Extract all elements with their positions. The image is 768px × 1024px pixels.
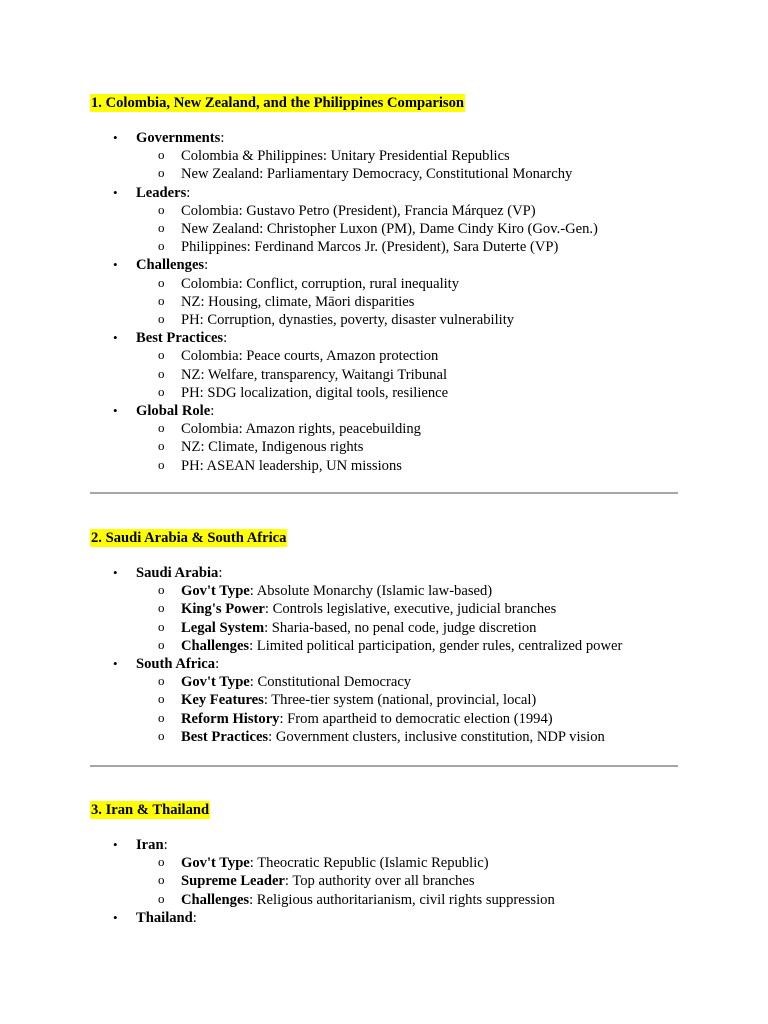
sub-item-line bbox=[181, 892, 555, 908]
sub-item-text: NZ: Housing, climate, Māori disparities bbox=[181, 293, 415, 310]
sub-item-text: Philippines: Ferdinand Marcos Jr. (President), Sara Duterte (VP) bbox=[181, 239, 559, 256]
circle-bullet-icon: o bbox=[158, 618, 165, 634]
item-label: Thailand bbox=[136, 909, 193, 926]
circle-bullet-icon: o bbox=[158, 872, 165, 888]
bullet-icon: • bbox=[113, 330, 118, 346]
circle-bullet-icon: o bbox=[158, 201, 165, 217]
sub-item-line bbox=[181, 674, 411, 690]
sub-list-item bbox=[90, 872, 680, 890]
sub-list-item bbox=[90, 600, 680, 618]
list-item: • Best Practices: o Colombia: Peace courts, Amazon protection o NZ: Welfare, transparency, Waitangi Tribunal o PH: SDG localization, digital tools, resilience bbox=[90, 329, 680, 402]
sub-list bbox=[90, 854, 680, 909]
list-item: • Saudi Arabia: o Gov't Type: Absolute Monarchy (Islamic law-based) o King's Power: Controls legislative, executive, judicial branches o Legal System: Sharia-based, no penal code, judge discretion o Challenges: Limited political participation, gender rules, centralized power bbox=[90, 564, 680, 655]
circle-bullet-icon: o bbox=[158, 709, 165, 725]
sub-item-key: Gov't Type bbox=[181, 674, 250, 691]
sub-item-line bbox=[181, 601, 556, 617]
sub-list-item bbox=[90, 165, 680, 183]
circle-bullet-icon: o bbox=[158, 420, 165, 436]
bullet-icon: • bbox=[113, 184, 118, 200]
section-heading: 2. Saudi Arabia & South Africa bbox=[91, 530, 287, 546]
circle-bullet-icon: o bbox=[158, 673, 165, 689]
section-heading: 1. Colombia, New Zealand, and the Philippines Comparison bbox=[91, 95, 465, 111]
item-label: Global Role bbox=[136, 403, 211, 420]
circle-bullet-icon: o bbox=[158, 383, 165, 399]
bullet-icon: • bbox=[113, 130, 118, 145]
circle-bullet-icon: o bbox=[158, 582, 165, 598]
bullet-icon: • bbox=[113, 565, 118, 580]
item-label: Iran bbox=[136, 837, 164, 853]
sub-item-line bbox=[181, 638, 622, 654]
circle-bullet-icon: o bbox=[158, 890, 165, 906]
sub-item-key: Supreme Leader bbox=[181, 873, 285, 890]
sub-list bbox=[90, 147, 680, 183]
horizontal-divider bbox=[90, 492, 678, 494]
sub-list bbox=[90, 202, 680, 257]
circle-bullet-icon: o bbox=[158, 347, 165, 363]
sub-list-item bbox=[90, 457, 680, 475]
sub-item-text: : Absolute Monarchy (Islamic law-based) bbox=[249, 583, 493, 600]
sub-list-item bbox=[90, 384, 680, 402]
sub-list-item bbox=[90, 619, 680, 637]
sub-item-text: PH: ASEAN leadership, UN missions bbox=[181, 457, 402, 474]
sub-item-text: NZ: Climate, Indigenous rights bbox=[181, 439, 364, 456]
sub-item-text: : Limited political participation, gender rules, centralized power bbox=[249, 637, 623, 654]
sub-item-key: Challenges bbox=[181, 891, 250, 908]
circle-bullet-icon: o bbox=[158, 147, 165, 163]
item-label: South Africa bbox=[136, 656, 216, 673]
bullet-icon: • bbox=[113, 403, 118, 419]
list-item: • Global Role: o Colombia: Amazon rights, peacebuilding o NZ: Climate, Indigenous rights o PH: ASEAN leadership, UN missions bbox=[90, 402, 680, 475]
circle-bullet-icon: o bbox=[158, 438, 165, 454]
sub-item-key: Best Practices bbox=[181, 728, 269, 745]
sub-list-item bbox=[90, 691, 680, 709]
sub-item-text: : Three-tier system (national, provincial, local) bbox=[263, 692, 537, 709]
sub-item-line bbox=[181, 855, 489, 871]
sub-item-text: NZ: Welfare, transparency, Waitangi Tribunal bbox=[181, 366, 448, 383]
list-item: • Governments: o Colombia & Philippines: Unitary Presidential Republics o New Zealand: Parliamentary Democracy, Constitutional Monarchy bbox=[90, 129, 680, 184]
sub-list-item bbox=[90, 275, 680, 293]
bullet-list bbox=[90, 836, 680, 927]
item-label: Governments bbox=[136, 130, 221, 146]
circle-bullet-icon: o bbox=[158, 274, 165, 290]
sub-item-text: Colombia: Conflict, corruption, rural inequality bbox=[181, 275, 460, 292]
sub-item-text: : Sharia-based, no penal code, judge discretion bbox=[264, 619, 537, 636]
sub-item-text: Colombia: Peace courts, Amazon protection bbox=[181, 348, 439, 365]
circle-bullet-icon: o bbox=[158, 220, 165, 236]
circle-bullet-icon: o bbox=[158, 854, 165, 870]
sub-list-item bbox=[90, 366, 680, 384]
circle-bullet-icon: o bbox=[158, 311, 165, 327]
list-item: • Iran: o Gov't Type: Theocratic Republic (Islamic Republic) o Supreme Leader: Top authority over all branches o Challenges: Religious authoritarianism, civil rights suppression bbox=[90, 836, 680, 909]
sub-list-item bbox=[90, 238, 680, 256]
sub-item-line bbox=[181, 620, 536, 636]
sub-item-key: King's Power bbox=[181, 601, 265, 618]
sub-list-item bbox=[90, 293, 680, 311]
circle-bullet-icon: o bbox=[158, 636, 165, 652]
list-item: • Challenges: o Colombia: Conflict, corruption, rural inequality o NZ: Housing, climate, Māori disparities o PH: Corruption, dynasties, poverty, disaster vulnerability bbox=[90, 256, 680, 329]
sub-item-key: Challenges bbox=[181, 637, 250, 654]
sub-list-item bbox=[90, 637, 680, 655]
sub-list-item bbox=[90, 347, 680, 365]
sub-list-item bbox=[90, 673, 680, 691]
sub-item-text: PH: SDG localization, digital tools, resilience bbox=[181, 384, 449, 401]
sub-item-text: : From apartheid to democratic election (1994) bbox=[279, 710, 553, 727]
sub-list-item bbox=[90, 420, 680, 438]
section-1 bbox=[90, 94, 680, 475]
sub-item-line bbox=[181, 873, 475, 889]
sub-list-item bbox=[90, 147, 680, 165]
bullet-icon: • bbox=[113, 837, 118, 852]
bullet-icon: • bbox=[113, 656, 118, 672]
circle-bullet-icon: o bbox=[158, 165, 165, 181]
circle-bullet-icon: o bbox=[158, 238, 165, 254]
sub-item-text: New Zealand: Parliamentary Democracy, Constitutional Monarchy bbox=[181, 166, 573, 183]
sub-item-text: Colombia: Amazon rights, peacebuilding bbox=[181, 421, 421, 438]
item-label: Leaders bbox=[136, 184, 187, 201]
sub-item-key: Key Features bbox=[181, 692, 264, 709]
item-label: Saudi Arabia bbox=[136, 565, 219, 581]
bullet-list bbox=[90, 129, 680, 475]
circle-bullet-icon: o bbox=[158, 727, 165, 743]
item-label: Best Practices bbox=[136, 330, 224, 347]
sub-list-item bbox=[90, 710, 680, 728]
section-heading: 3. Iran & Thailand bbox=[91, 802, 210, 818]
sub-item-line bbox=[181, 729, 605, 745]
sub-item-text: : Top authority over all branches bbox=[284, 873, 475, 890]
sub-list-item bbox=[90, 728, 680, 746]
sub-item-text: Colombia: Gustavo Petro (President), Francia Márquez (VP) bbox=[181, 202, 536, 219]
sub-item-line bbox=[181, 583, 492, 599]
sub-item-key: Legal System bbox=[181, 619, 265, 636]
list-item: • South Africa: o Gov't Type: Constitutional Democracy o Key Features: Three-tier system (national, provincial, local) o Reform History: From apartheid to democratic election (1994) o Best Practices: Government clusters, inclusive constitution, NDP vision bbox=[90, 655, 680, 746]
sub-item-text: : Constitutional Democracy bbox=[249, 674, 412, 691]
sub-list bbox=[90, 420, 680, 475]
sub-item-text: PH: Corruption, dynasties, poverty, disaster vulnerability bbox=[181, 312, 515, 329]
sub-list-item bbox=[90, 220, 680, 238]
section-2 bbox=[90, 529, 680, 746]
bullet-icon: • bbox=[113, 257, 118, 273]
sub-list bbox=[90, 275, 680, 330]
item-label: Challenges bbox=[136, 257, 205, 274]
sub-list-item bbox=[90, 202, 680, 220]
sub-list-item bbox=[90, 438, 680, 456]
sub-list-item bbox=[90, 854, 680, 872]
sub-item-key: Gov't Type bbox=[181, 583, 250, 600]
sub-item-key: Gov't Type bbox=[181, 855, 250, 872]
sub-list-item bbox=[90, 311, 680, 329]
circle-bullet-icon: o bbox=[158, 292, 165, 308]
sub-list bbox=[90, 673, 680, 746]
circle-bullet-icon: o bbox=[158, 600, 165, 616]
sub-item-text: Colombia & Philippines: Unitary Presidential Republics bbox=[181, 148, 510, 165]
section-3 bbox=[90, 801, 680, 927]
sub-item-key: Reform History bbox=[181, 710, 280, 727]
sub-list bbox=[90, 347, 680, 402]
sub-list bbox=[90, 582, 680, 655]
list-item: • Leaders: o Colombia: Gustavo Petro (President), Francia Márquez (VP) o New Zealand: Christopher Luxon (PM), Dame Cindy Kiro (Gov.-Gen.) o Philippines: Ferdinand Marcos Jr. (President), Sara Duterte (VP) bbox=[90, 184, 680, 257]
sub-list-item bbox=[90, 582, 680, 600]
sub-item-text: : Government clusters, inclusive constitution, NDP vision bbox=[268, 728, 605, 745]
horizontal-divider bbox=[90, 765, 678, 767]
sub-item-text: : Theocratic Republic (Islamic Republic) bbox=[249, 855, 489, 872]
bullet-list bbox=[90, 564, 680, 746]
sub-item-line bbox=[181, 711, 553, 727]
list-item: • Thailand: bbox=[113, 909, 197, 926]
sub-item-line bbox=[181, 692, 536, 708]
bullet-icon: • bbox=[113, 909, 118, 925]
circle-bullet-icon: o bbox=[158, 456, 165, 472]
circle-bullet-icon: o bbox=[158, 365, 165, 381]
circle-bullet-icon: o bbox=[158, 691, 165, 707]
sub-list-item bbox=[90, 891, 680, 909]
sub-item-text: : Controls legislative, executive, judicial branches bbox=[264, 601, 557, 618]
sub-item-text: : Religious authoritarianism, civil rights suppression bbox=[249, 891, 555, 908]
sub-item-text: New Zealand: Christopher Luxon (PM), Dame Cindy Kiro (Gov.-Gen.) bbox=[181, 221, 598, 238]
